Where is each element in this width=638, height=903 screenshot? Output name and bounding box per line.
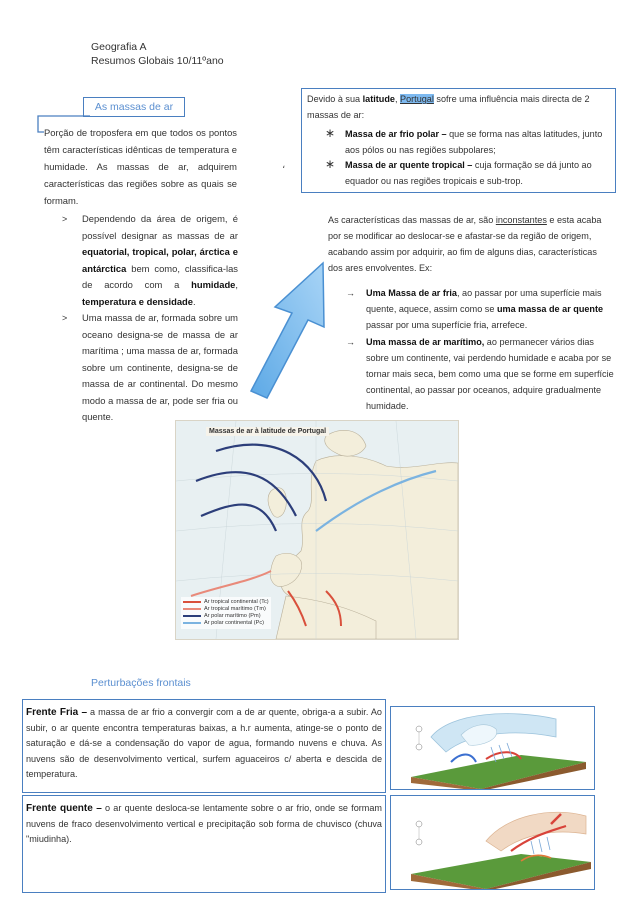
cold-front-diagram [390,706,595,790]
item-bold: Massa de ar frio polar – [345,129,447,139]
warm-front-text [26,801,382,848]
item-text: ao permanecer vários dias sobre um continente, vai perdendo humidade e acaba por se tornar mais seca, bem como uma que se forme em superfície continental, ao passar por oceanos, adquire gradualmente humidade. [366,337,614,411]
bullet1-bold-temp: temperatura e densidade [82,295,193,307]
item-bold: Uma massa de ar marítimo, [366,337,485,348]
legend-item-pm [183,613,269,620]
cold-front-description: a massa de ar frio a convergir com a de ar quente, obriga-a a subir. Ao subir, o ar quente encontra temperaturas baixas, a h.r aumenta, atinge-se o ponto de saturação e dá-se a condensação do vapor de agua, formando nuvens e chuva. As nuvens são de desenvolvimento vertical, surfem aguaceiros c/ aberta e descida de temperatura. [26,707,382,779]
characteristics-text [328,212,614,276]
inconstantes-underlined: inconstantes [495,215,547,225]
arrow-up-right-icon [245,255,330,405]
legend-label: Ar tropical continental (Tc) [204,599,269,605]
drizzle-lines [531,837,550,854]
item-text: que se forma nas altas latitudes, junto aos pólos ou nas regiões subpolares; [345,129,603,155]
item-bold: Uma Massa de ar fria [366,288,457,298]
legend-item-tm [183,606,269,613]
legend-label: Ar polar marítimo (Pm) [204,613,261,619]
masses-title-box [83,97,185,117]
masses-title: As massas de ar [94,101,174,113]
bullet2-text: Uma massa de ar, formada sobre um oceano designa-se de massa de ar marítima ; uma massa de ar, formada sobre um continente, designa-se de massa de ar continental. Do mesmo modo a massa de ar, pode ser fria ou quente. [82,312,238,422]
latitude-bold: latitude [362,94,395,104]
latitude-text-post: sofre uma influência mais directa de 2 massas de ar: [307,94,590,120]
list-item [62,211,238,310]
bullet1-text: Dependendo da área de origem, é possível designar as massas de ar [82,213,238,241]
bullet1-end: . [192,295,196,307]
bullet1-text-mid: bem como, classifica-las de acordo com a [82,262,238,290]
characteristics-post: e esta acaba por se modificar ao deslocar-se e afastar-se da região de origem, acabando assim por adquirir, ao fim de alguns dias, características dos ares envolventes. Ex: [328,215,602,273]
item-bold-2: uma massa de ar quente [496,303,604,314]
bullet-marker: > [62,313,68,323]
list-item [346,286,614,333]
latitude-text: Devido à sua [307,94,363,104]
cold-front-box [22,699,386,793]
warm-front-cloud [486,812,586,851]
bullet1-bold-humidity: humidade [191,279,236,290]
item-text-2: passar por uma superfície fria, arrefece. [366,319,528,330]
cold-front-label: Frente Fria – [26,707,88,718]
cold-air-arrow [451,755,476,763]
map-legend [181,597,271,629]
cold-front-text [26,705,382,783]
latitude-box [301,88,616,193]
masses-definition: Porção de troposfera em que todos os pontos têm características idênticas de temperatura e humidade. As massas de ar, adquirem características das regiões sobre as quais se formam. [44,127,237,206]
item-bold: Massa de ar quente tropical – [345,160,473,170]
item-text: , ao passar por uma superfície mais quente, aquece, assim como se [366,288,602,314]
warm-front-diagram [390,795,595,890]
list-item [325,127,610,158]
list-item [346,335,614,414]
list-item [325,158,610,189]
asterisk-icon: ∗ [325,126,336,140]
subject-title: Geografia A [91,41,147,53]
cold-front-illustration [391,707,595,790]
arrow-right-icon: → [346,288,355,298]
legend-label: Ar tropical marítimo (Tm) [204,606,266,612]
warm-front-illustration [391,796,595,890]
map-title: Massas de ar à latitude de Portugal [206,427,329,436]
latitude-sep: , [394,94,401,104]
warm-front-label: Frente quente – [26,803,102,814]
bullet-marker: > [62,214,68,224]
arrow-right-icon: → [346,337,355,348]
warm-front-box [22,795,386,893]
list-item [62,310,238,426]
characteristics-pre: As características das massas de ar, são [328,215,496,225]
bullet1-sep: , [235,279,238,290]
masses-bullets [62,211,238,426]
warm-front-description: o ar quente desloca-se lentamente sobre o ar frio, onde se formam nuvens de fraco desenvolvimento vertical e precipitação sob forma de chuvisco (chuva "miudinha). [26,803,382,844]
asterisk-icon: ∗ [325,157,336,171]
stray-mark: ، [282,160,286,171]
air-masses-map [175,420,459,640]
latitude-list [325,127,610,189]
bullet1-bold-types: equatorial, tropical, polar, árctica e antárctica [82,246,238,274]
latitude-intro [307,92,610,123]
legend-label: Ar polar continental (Pc) [204,620,265,626]
characteristics-list [346,286,614,414]
subtitle: Resumos Globais 10/11ºano [91,55,224,67]
legend-item-tc [183,599,269,606]
legend-item-pc [183,620,269,627]
item-text: cuja formação se dá junto ao equador ou nas regiões tropicais e sub-trop. [345,160,592,186]
fronts-title: Perturbações frontais [91,677,191,689]
portugal-highlight: Portugal [400,94,434,104]
